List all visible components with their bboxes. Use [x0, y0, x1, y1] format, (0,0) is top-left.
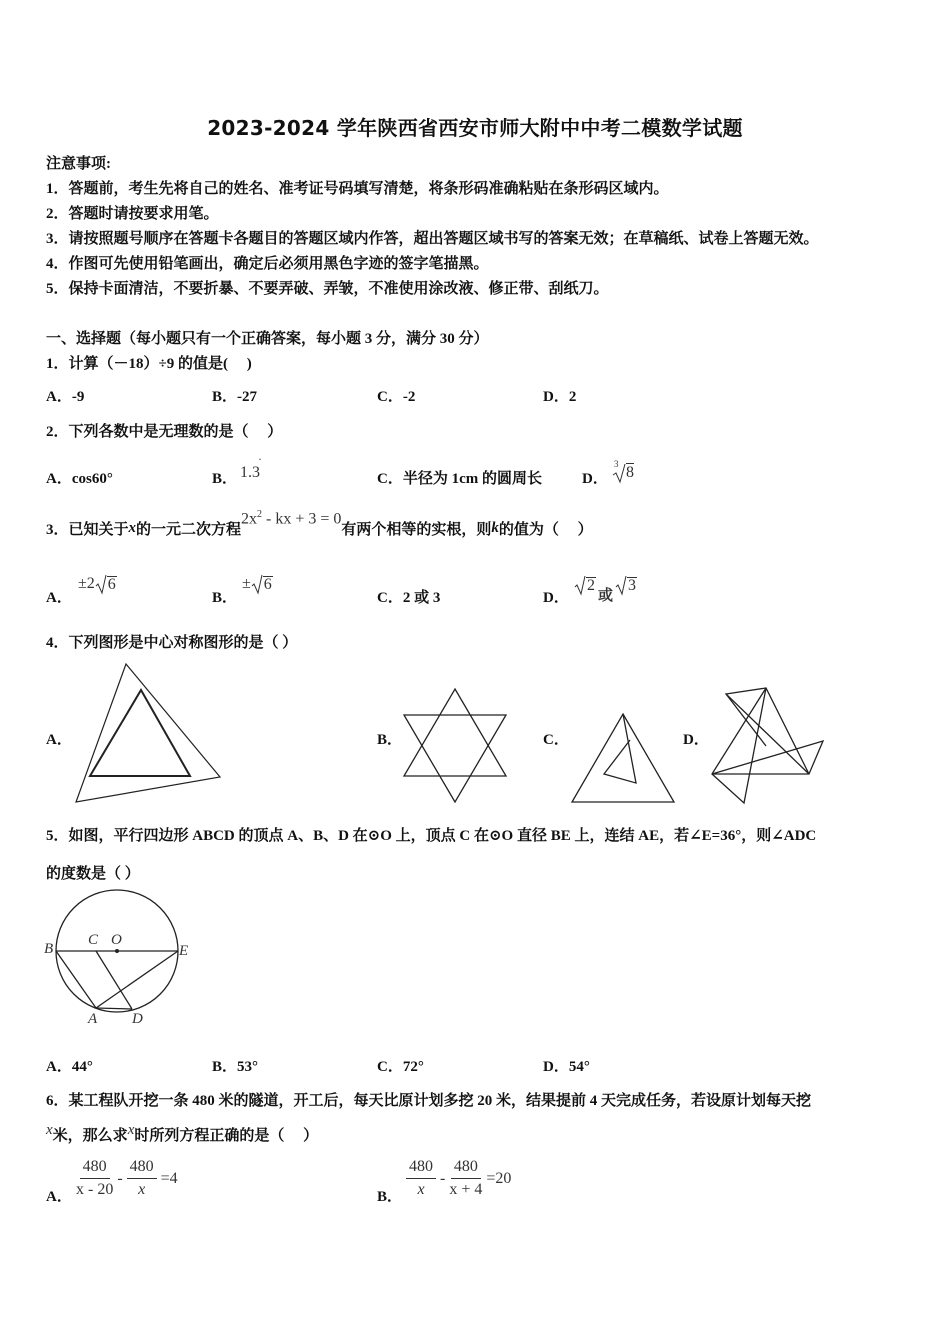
point-label-e: E — [179, 943, 189, 959]
fraction — [127, 1158, 157, 1199]
q6-option-b-label: B． — [377, 1189, 403, 1205]
numerator: 480 — [80, 1158, 110, 1179]
eq-term: - kx + 3 = 0 — [262, 510, 342, 528]
q1-option-b: B．-27 — [212, 389, 258, 405]
plus-minus: ±2 — [78, 575, 95, 592]
q5-option-b: B．53° — [212, 1059, 259, 1075]
q3-var-x: x — [128, 520, 137, 536]
q2-option-b-label: B． — [212, 471, 238, 487]
q3-text: 3．已知关于 — [46, 522, 129, 538]
q4-option-b-label: B． — [377, 732, 403, 748]
page-title: 2023-2024 学年陕西省西安市师大附中中考二模数学试题 — [207, 116, 743, 140]
figure-4b-hexagram — [400, 685, 520, 805]
q3-option-b-label: B． — [212, 590, 238, 606]
q5-option-c: C．72° — [377, 1059, 424, 1075]
q5-option-a: A．44° — [46, 1059, 93, 1075]
notice-item: 3．请按照题号顺序在答题卡各题目的答题区域内作答，超出答题区域书写的答案无效；在草稿纸、试卷上答题无效。 — [46, 231, 819, 247]
denominator: x + 4 — [449, 1181, 483, 1198]
radical-sign — [574, 575, 586, 595]
q3-option-b-value — [242, 574, 273, 594]
q3-option-d-label: D． — [543, 590, 569, 606]
q3-option-a-value — [78, 574, 117, 594]
denominator: x - 20 — [76, 1181, 114, 1198]
radicand: 6 — [263, 576, 272, 593]
point-label-a: A — [88, 1011, 98, 1027]
numerator: 480 — [406, 1158, 436, 1179]
q2-option-c: C．半径为 1cm 的圆周长 — [377, 471, 542, 487]
q2-option-a: A．cos60° — [46, 471, 113, 487]
notice-item: 4．作图可先使用铅笔画出，确定后必须用黑色字迹的签字笔描黑。 — [46, 256, 489, 272]
var-x: x — [46, 1122, 53, 1138]
question-5-stem-line1: 5．如图，平行四边形 ABCD 的顶点 A、B、D 在⊙O 上，顶点 C 在⊙O 直径 BE 上，连结 AE，若∠E=36°，则∠ADC — [46, 828, 817, 844]
notice-item: 5．保持卡面清洁，不要折暴、不要弄破、弄皱，不准使用涂改液、修正带、刮纸刀。 — [46, 281, 609, 297]
figure-4c-triangle — [568, 708, 680, 808]
eq-exponent: 2 — [257, 508, 263, 520]
fraction — [406, 1158, 436, 1199]
or-word: 或 — [598, 588, 614, 604]
q4-option-d-label: D． — [683, 732, 709, 748]
question-5-stem-line2: 的度数是（ ） — [46, 866, 140, 882]
question-2-stem: 2．下列各数中是无理数的是（ ） — [46, 424, 283, 440]
fraction — [449, 1158, 482, 1199]
question-6-stem-line2 — [46, 1124, 318, 1145]
q3-text: 有两个相等的实根，则 — [341, 522, 492, 538]
q3-option-a-label: A． — [46, 590, 72, 606]
denominator: x — [138, 1181, 146, 1198]
rhs: =4 — [160, 1169, 178, 1187]
q6-text: 米，那么求 — [52, 1128, 128, 1144]
q6-option-b-equation — [406, 1158, 511, 1199]
minus-sign: - — [440, 1169, 446, 1187]
q6-option-a-label: A． — [46, 1189, 72, 1205]
figure-5-circle — [40, 888, 200, 1038]
q3-option-d-value — [574, 574, 637, 604]
q4-option-a-label: A． — [46, 732, 72, 748]
numerator: 480 — [451, 1158, 481, 1179]
point-label-b: B — [44, 941, 54, 957]
denominator: x — [417, 1181, 425, 1198]
q5-option-d: D．54° — [543, 1059, 590, 1075]
q4-option-c-label: C． — [543, 732, 569, 748]
cube-root-index: 3 — [614, 459, 619, 469]
figure-4a-triangles — [70, 660, 230, 810]
question-3-stem — [46, 508, 593, 539]
q2-option-d-label: D． — [582, 471, 608, 487]
notice-item: 2．答题时请按要求用笔。 — [46, 206, 219, 222]
fraction — [76, 1158, 113, 1199]
question-4-stem: 4．下列图形是中心对称图形的是（ ） — [46, 635, 298, 651]
point-label-d: D — [132, 1011, 143, 1027]
figure-4d-triangles — [706, 686, 830, 806]
radical-sign — [95, 574, 107, 594]
cube-root-radicand: 8 — [626, 464, 634, 481]
q1-option-c: C．-2 — [377, 389, 416, 405]
radicand: 2 — [587, 576, 595, 594]
rhs: =20 — [486, 1169, 512, 1187]
q3-text: 的一元二次方程 — [136, 522, 242, 538]
q6-option-a-equation — [76, 1158, 178, 1199]
notice-heading: 注意事项: — [46, 156, 111, 172]
radical-sign — [251, 574, 263, 594]
repeating-dot: · — [258, 452, 262, 466]
radicand: 3 — [628, 576, 637, 594]
section-heading: 一、选择题（每小题只有一个正确答案，每小题 3 分，满分 30 分） — [46, 331, 489, 347]
q6-text: 时所列方程正确的是（ ） — [134, 1128, 319, 1144]
point-label-o: O — [111, 932, 122, 948]
q1-option-d: D．2 — [543, 389, 577, 405]
point-label-c: C — [88, 932, 99, 948]
q2-option-b-value: 1.3 — [240, 464, 260, 481]
q3-equation — [241, 509, 341, 528]
plus-minus: ± — [242, 575, 251, 592]
notice-item: 1．答题前，考生先将自己的姓名、准考证号码填写清楚，将条形码准确粘贴在条形码区域内。 — [46, 181, 669, 197]
minus-sign: - — [117, 1169, 123, 1187]
q3-var-k: k — [491, 520, 499, 536]
q1-option-a: A．-9 — [46, 389, 85, 405]
numerator: 480 — [127, 1158, 157, 1179]
radical-sign — [612, 463, 626, 483]
radical-sign — [615, 575, 627, 595]
question-6-stem-line1: 6．某工程队开挖一条 480 米的隧道，开工后，每天比原计划多挖 20 米，结果提前 4 天完成任务，若设原计划每天挖 — [46, 1093, 812, 1109]
var-x: x — [127, 1122, 135, 1138]
eq-term: 2x — [241, 510, 258, 528]
question-1-stem: 1．计算（－18）÷9 的值是( ) — [46, 356, 252, 372]
radicand: 6 — [107, 576, 116, 593]
q3-text: 的值为（ ） — [498, 522, 593, 538]
q3-option-c: C．2 或 3 — [377, 590, 441, 606]
